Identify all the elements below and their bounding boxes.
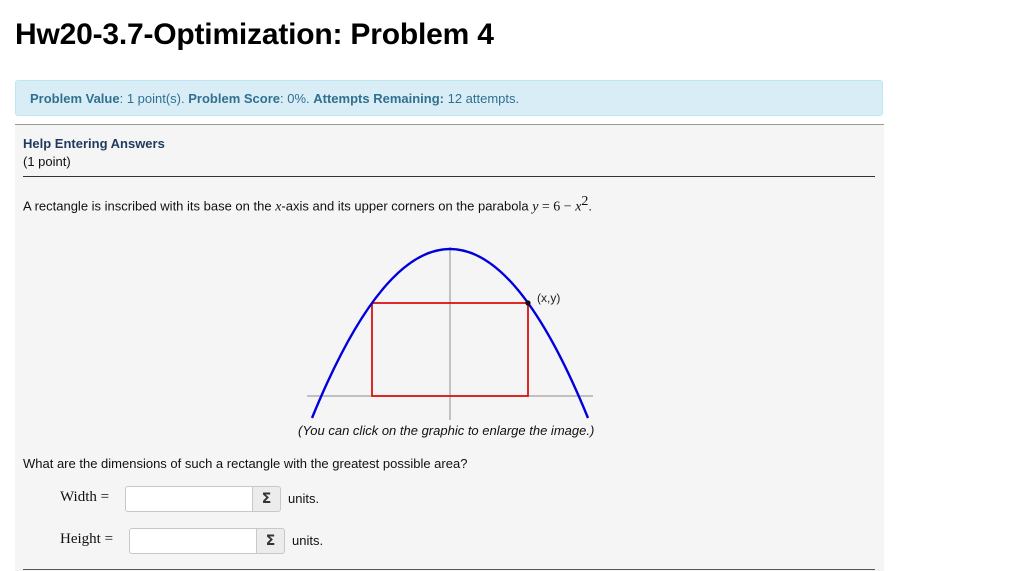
height-label: Height =: [60, 531, 114, 547]
graphic-caption: (You can click on the graphic to enlarge the image.): [298, 423, 595, 438]
page-title: Hw20-3.7-Optimization: Problem 4: [15, 18, 494, 51]
math-x: x: [275, 199, 282, 215]
problem-score-text: : 0%.: [280, 91, 314, 106]
problem-statement: [23, 194, 592, 215]
height-equation-editor-button[interactable]: [257, 528, 285, 554]
sigma-icon: Σ: [261, 491, 272, 507]
sigma-icon: Σ: [265, 533, 276, 549]
attempts-remaining-text: 12 attempts.: [443, 91, 520, 106]
height-input[interactable]: [129, 528, 257, 554]
width-equation-editor-button[interactable]: [253, 486, 281, 512]
help-entering-answers-link[interactable]: Help Entering Answers: [23, 136, 165, 151]
prompt-text-1: A rectangle is inscribed with its base on the: [23, 198, 276, 214]
prompt-period: .: [588, 198, 593, 214]
problem-info-bar: [15, 80, 883, 116]
math-equals-six-minus: = 6 −: [538, 199, 576, 215]
corner-point: [525, 300, 530, 305]
parabola-rectangle-graphic[interactable]: [305, 242, 595, 422]
height-units: units.: [292, 533, 324, 548]
problem-points: (1 point): [23, 154, 71, 169]
math-x-squared-base: x: [575, 199, 582, 215]
problem-value-text: : 1 point(s).: [119, 91, 189, 106]
corner-point-label: (x,y): [537, 291, 561, 305]
width-input[interactable]: [125, 486, 253, 512]
attempts-remaining-label: Attempts Remaining:: [313, 91, 444, 106]
problem-value-label: Problem Value: [30, 91, 120, 106]
divider: [23, 176, 875, 177]
math-exponent: 2: [581, 194, 589, 209]
problem-score-label: Problem Score: [188, 91, 280, 106]
math-y: y: [532, 199, 539, 215]
width-label: Width =: [60, 489, 110, 505]
question-text: What are the dimensions of such a rectangle with the greatest possible area?: [23, 456, 468, 471]
width-units: units.: [288, 491, 320, 506]
prompt-text-2: -axis and its upper corners on the parabola: [281, 198, 533, 214]
problem-area: [15, 124, 884, 571]
